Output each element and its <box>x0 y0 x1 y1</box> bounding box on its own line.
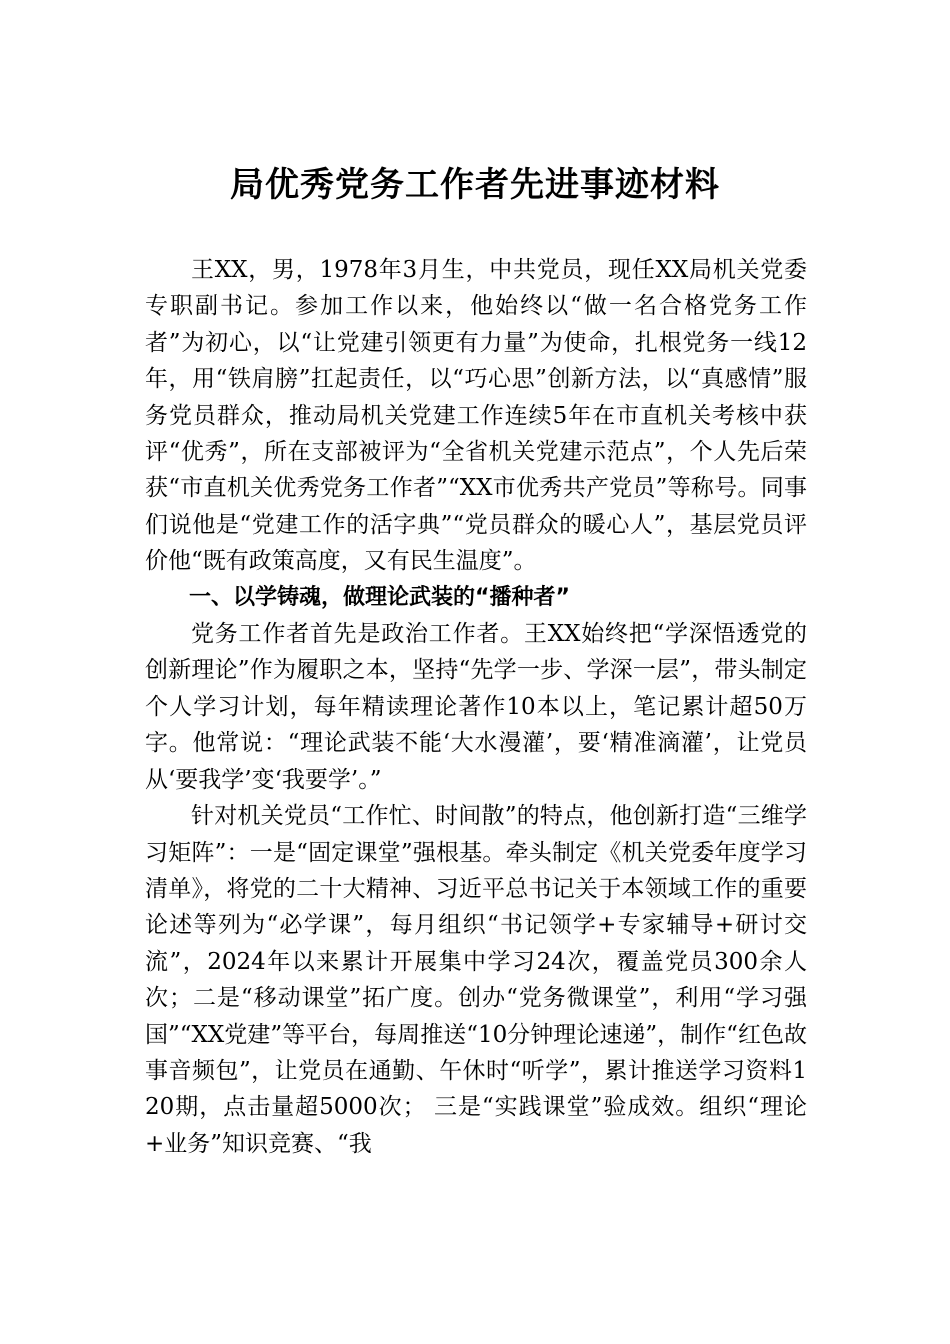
section-heading-1: 一、以学铸魂，做理论武装的“播种者” <box>189 584 570 610</box>
section1-paragraph-2: 针对机关党员“工作忙、时间散”的特点，他创新打造“三维学习矩阵”：一是“固定课堂”强根基。牵头制定《机关党委年度学习清单》，将党的二十大精神、习近平总书记关于本领域工作的重要论述等列为“必学课”，每月组织“书记领学+专家辅导+研讨交流”，2024年以来累计开展集中学习24次，覆盖党员300余人次；二是“移动课堂”拓广度。创办“党务微课堂”，利用“学习强国”“XX党建”等平台，每周推送“10分钟理论速递”，制作“红色故事音频包”，让党员在通勤、午休时“听学”，累计推送学习资料120期，点击量超5000次； 三是“实践课堂”验成效。组织“理论+业务”知识竞赛、“我 <box>145 803 807 1157</box>
document-title: 局优秀党务工作者先进事迹材料 <box>230 165 720 205</box>
section1-paragraph-1: 党务工作者首先是政治工作者。王XX始终把“学深悟透党的创新理论”作为履职之本，坚持“先学一步、学深一层”，带头制定个人学习计划，每年精读理论著作10本以上，笔记累计超50万字。他常说：“理论武装不能‘大水漫灌’，要‘精准滴灌’，让党员从‘要我学’变‘我要学’。” <box>145 621 807 793</box>
intro-paragraph: 王XX，男，1978年3月生，中共党员，现任XX局机关党委专职副书记。参加工作以来，他始终以“做一名合格党务工作者”为初心，以“让党建引领更有力量”为使命，扎根党务一线12年，用“铁肩膀”扛起责任，以“巧心思”创新方法，以“真感情”服务党员群众，推动局机关党建工作连续5年在市直机关考核中获评“优秀”，所在支部被评为“全省机关党建示范点”，个人先后荣获“市直机关优秀党务工作者”“XX市优秀共产党员”等称号。同事们说他是“党建工作的活字典”“党员群众的暖心人”，基层党员评价他“既有政策高度，又有民生温度”。 <box>145 257 807 575</box>
document-body <box>145 252 807 1162</box>
